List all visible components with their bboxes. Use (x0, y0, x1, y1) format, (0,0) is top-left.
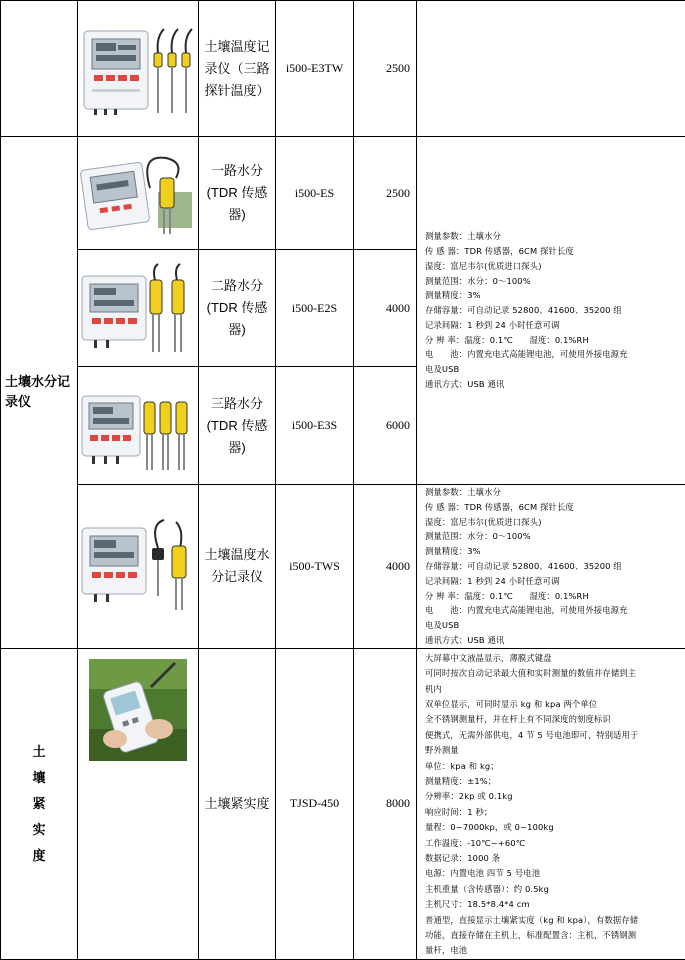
product-name: 土壤温度水分记录仪 (199, 485, 276, 649)
product-image-cell (78, 250, 199, 367)
category-char: 壤 (32, 768, 45, 788)
product-model: i500-E3S (276, 367, 354, 485)
product-model: i500-TWS (276, 485, 354, 649)
product-name: 三路水分(TDR 传感器) (199, 367, 276, 485)
table-row (1, 485, 685, 649)
product-price: 2500 (354, 1, 417, 137)
product-image-cell (78, 137, 199, 250)
temperature-logger-image (80, 23, 196, 115)
product-name: 土壤温度记录仪（三路探针温度） (199, 1, 276, 137)
category-char: 紧 (32, 794, 45, 814)
product-image-cell (78, 485, 199, 649)
product-image-cell (78, 367, 199, 485)
product-spec: 测量参数：土壤水分 传 感 器：TDR 传感器，6CM 探针长度 湿度：富尼韦尔(优质进口探头) 测量范围：水分：0～100% 测量精度：3% 存储容量：可自动记录 52800、41600、35200 组 记录间隔：1 秒到 24 小时任意可调 分 辨 率：温度：0.1℃ 湿度：0.1%RH 电 池：内置充电式高能锂电池，可使用外接电源充 电及USB 通讯方式：USB 通讯 (417, 137, 685, 485)
product-spec: 测量参数：土壤水分 传 感 器：TDR 传感器，6CM 探针长度 湿度：富尼韦尔(优质进口探头) 测量范围：水分：0～100% 测量精度：3% 存储容量：可自动记录 52800、41600、35200 组 记录间隔：1 秒到 24 小时任意可调 分 辨 率：温度：0.1℃ 湿度：0.1%RH 电 池：内置充电式高能锂电池，可使用外接电源充 电及USB 通讯方式：USB 通讯 (417, 485, 685, 649)
moisture-logger-1ch-image (80, 148, 196, 238)
table-row (1, 648, 685, 959)
product-price: 8000 (354, 648, 417, 959)
product-model: i500-ES (276, 137, 354, 250)
category-cell: 土壤水分记录仪 (1, 137, 78, 649)
product-image-cell (78, 648, 199, 959)
compaction-meter-image (89, 659, 187, 761)
product-spec (417, 1, 685, 137)
category-char: 实 (32, 820, 45, 840)
vertical-category-label (1, 742, 77, 866)
product-price: 4000 (354, 250, 417, 367)
moisture-logger-3ch-image (80, 378, 196, 474)
temp-moisture-logger-image (80, 518, 196, 614)
product-price: 4000 (354, 485, 417, 649)
table-row (1, 1, 685, 137)
product-name: 二路水分(TDR 传感器) (199, 250, 276, 367)
product-spec: 大屏幕中文液晶显示，薄膜式键盘 可同时按次自动记录最大值和实时测量的数值并存储到主 机内 双单位显示，可同时显示 kg 和 kpa 两个单位 全不锈钢测量杆，并在杆上有不同深度的刻度标识 便携式，无需外部供电，4 节 5 号电池即可，特别适用于 野外测量 单位：kpa 和 kg； 测量精度：±1%； 分辨率：2kp 或 0.1kg 响应时间：1 秒； 量程：0~7000kp，或 0~100kg 工作温度：-10℃~+60℃ 数据记录：1000 条 电源：内置电池 四节 5 号电池 主机重量（含传感器）：约 0.5kg 主机尺寸：18.5*8.4*4 cm 普通型，直接显示土壤紧实度（kg 和 kpa），有数据存储 功能，直接存储在主机上，标准配置含：主机，不锈钢测 量杆，电池 (417, 648, 685, 959)
moisture-logger-2ch-image (80, 260, 196, 356)
product-name: 土壤紧实度 (199, 648, 276, 959)
category-char: 土 (32, 742, 45, 762)
product-model: TJSD-450 (276, 648, 354, 959)
product-model: i500-E3TW (276, 1, 354, 137)
product-price: 2500 (354, 137, 417, 250)
category-cell (1, 648, 78, 959)
category-char: 度 (32, 846, 45, 866)
product-name: 一路水分(TDR 传感器) (199, 137, 276, 250)
table-row (1, 137, 685, 250)
product-price: 6000 (354, 367, 417, 485)
product-image-cell (78, 1, 199, 137)
product-model: i500-E2S (276, 250, 354, 367)
category-cell (1, 1, 78, 137)
